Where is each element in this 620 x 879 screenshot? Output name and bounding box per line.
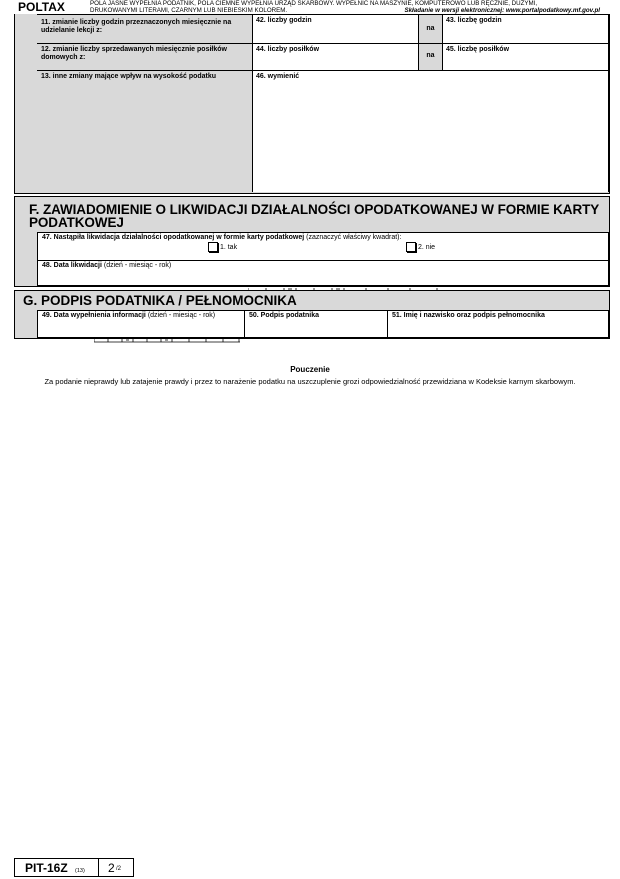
- field-49-input[interactable]: [37, 310, 244, 338]
- field-47-hint: (zaznaczyć właściwy kwadrat):: [306, 234, 402, 241]
- form-instructions: [90, 0, 600, 14]
- field-50-label: 50. Podpis podatnika: [249, 312, 320, 319]
- row-11-na-cell: [418, 14, 442, 44]
- field-43-input[interactable]: [442, 14, 609, 44]
- brand-logo-text: POLTAX: [18, 0, 65, 14]
- row-12-na: na: [426, 52, 435, 59]
- form-code-box: [14, 858, 98, 877]
- section-g-title: G. PODPIS PODATNIKA / PEŁNOMOCNIKA: [23, 293, 297, 308]
- field-47-cell: [37, 232, 609, 260]
- field-48-label: 48. Data likwidacji: [42, 262, 102, 269]
- instructions-line-2: DRUKOWANYMI LITERAMI, CZARNYM LUB NIEBIESKIM KOLOREM.: [90, 7, 288, 14]
- row-11-label-cell: [37, 14, 252, 44]
- row-12-label: 12. zmianie liczby sprzedawanych miesięcznie posiłków domowych z:: [41, 46, 227, 61]
- field-45-label: 45. liczbę posiłków: [446, 46, 510, 53]
- date-grid-icon: [94, 337, 240, 343]
- notice-text: Za podanie nieprawdy lub zatajenie prawdy i przez to narażenie podatku na uszczuplenie grozi odpowiedzialność przewidziana w Kodeksie karnym skarbowym.: [44, 377, 576, 386]
- option-2-label: 2. nie: [417, 243, 436, 251]
- field-43-label: 43. liczbę godzin: [446, 17, 502, 24]
- checkbox-icon[interactable]: [208, 242, 218, 252]
- notice-title: Pouczenie: [290, 365, 330, 374]
- form-code: PIT-16Z: [25, 861, 68, 875]
- checkbox-icon[interactable]: [406, 242, 416, 252]
- date-boxes: [94, 330, 240, 348]
- field-44-label: 44. liczby posiłków: [256, 46, 320, 53]
- row-11-label: 11. zmianie liczby godzin przeznaczonych miesięcznie na udzielanie lekcji z:: [41, 19, 232, 34]
- field-49-label: 49. Data wypełnienia informacji: [42, 312, 146, 319]
- row-13-label-cell: [37, 71, 252, 192]
- field-48-hint: (dzień - miesiąc - rok): [103, 262, 172, 269]
- form-version: (13): [75, 868, 85, 874]
- field-42-label: 42. liczby godzin: [256, 17, 312, 24]
- field-45-input[interactable]: [442, 44, 609, 71]
- field-44-input[interactable]: [252, 44, 418, 71]
- page-total: /2: [116, 866, 122, 872]
- electronic-filing-note: Składanie w wersji elektronicznej: www.portalpodatkowy.mf.gov.pl: [404, 7, 600, 14]
- instructions-line-1: POLA JASNE WYPEŁNIA PODATNIK, POLA CIEMNE WYPEŁNIA URZĄD SKARBOWY. WYPEŁNIĆ NA MASZYNIE, KOMPUTEROWO LUB RĘCZNIE, DUŻYMI,: [90, 0, 538, 7]
- option-1-tak[interactable]: [208, 242, 237, 253]
- row-12-na-cell: [418, 44, 442, 71]
- field-42-input[interactable]: [252, 14, 418, 44]
- field-51-signature[interactable]: [387, 310, 609, 338]
- option-2-nie[interactable]: [406, 242, 435, 253]
- page-number-box: [98, 858, 134, 877]
- field-47-label: 47. Nastąpiła likwidacja działalności opodatkowanej w formie karty podatkowej: [42, 234, 305, 241]
- field-50-signature[interactable]: [244, 310, 387, 338]
- section-f-title: F. ZAWIADOMIENIE O LIKWIDACJI DZIAŁALNOŚCI OPODATKOWANEJ W FORMIE KARTY PODATKOWEJ: [29, 202, 599, 230]
- field-46-label: 46. wymienić: [256, 73, 300, 80]
- date-boxes: [248, 279, 438, 284]
- page-number: 2: [108, 861, 115, 875]
- field-46-input[interactable]: [252, 71, 609, 192]
- field-51-label: 51. Imię i nazwisko oraz podpis pełnomocnika: [392, 312, 545, 319]
- row-12-label-cell: [37, 44, 252, 71]
- row-13-label: 13. inne zmiany mające wpływ na wysokość podatku: [41, 73, 217, 80]
- row-11-na: na: [426, 25, 435, 32]
- field-49-hint: (dzień - miesiąc - rok): [147, 312, 216, 319]
- option-1-label: 1. tak: [219, 243, 238, 251]
- field-48-input[interactable]: [37, 260, 609, 286]
